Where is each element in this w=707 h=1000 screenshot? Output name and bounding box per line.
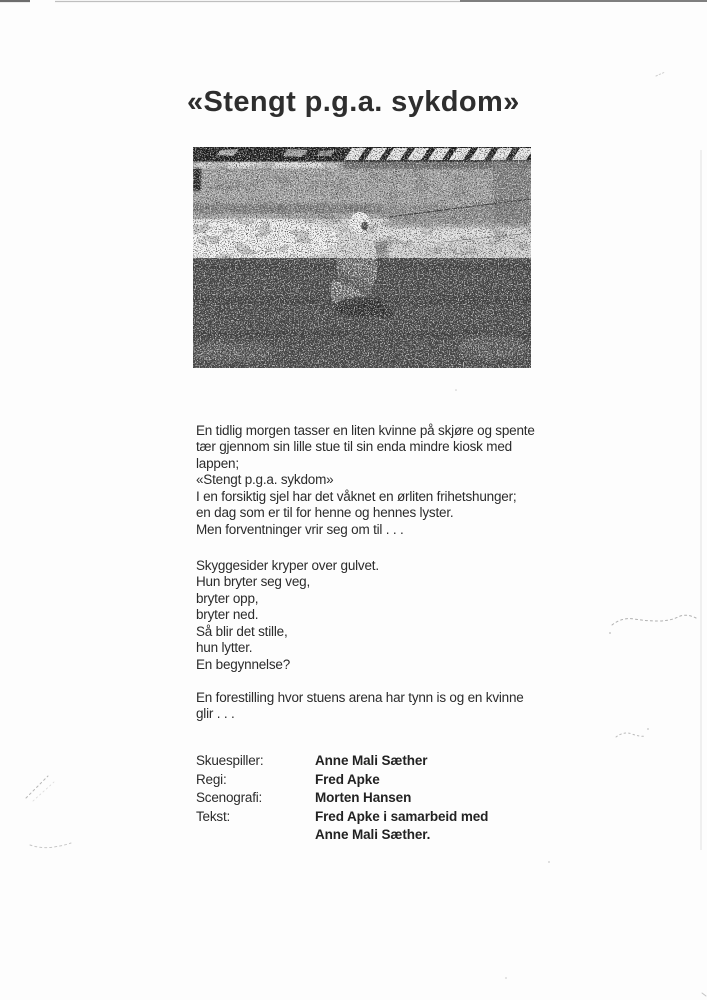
credit-label: Skuespiller:	[196, 753, 264, 768]
text-line: Skyggesider kryper over gulvet.	[196, 558, 379, 573]
credit-row	[196, 752, 488, 771]
scan-top-edge-line	[0, 1, 707, 2]
text-line: I en forsiktig sjel har det våknet en ørliten frihetshunger;	[196, 488, 517, 504]
credit-label	[196, 826, 315, 845]
text-line: En forestilling hvor stuens arena har tynn is og en kvinne	[196, 690, 524, 705]
text-line: En begynnelse?	[196, 656, 291, 672]
poem-paragraph	[196, 558, 379, 673]
credit-value: Anne Mali Sæther	[315, 753, 428, 768]
credit-row	[196, 826, 488, 845]
text-line: Men forventninger vrir seg om til . . .	[196, 521, 404, 537]
text-line: hun lytter.	[196, 640, 253, 656]
credit-row	[196, 789, 488, 808]
intro-paragraph	[196, 423, 535, 538]
page-title: «Stengt p.g.a. sykdom»	[187, 86, 520, 118]
text-line: en dag som er til for henne og hennes lyster.	[196, 505, 454, 521]
text-line: bryter ned.	[196, 607, 259, 623]
credit-value: Anne Mali Sæther.	[315, 827, 431, 843]
text-line: En tidlig morgen tasser en liten kvinne på skjøre og spente	[196, 423, 535, 438]
performance-photo	[193, 147, 531, 368]
credit-label: Tekst:	[196, 808, 231, 824]
credit-row	[196, 771, 488, 790]
credit-value: Morten Hansen	[315, 790, 412, 806]
text-line: tær gjennom sin lille stue til sin enda mindre kiosk med	[196, 439, 512, 455]
credit-value: Fred Apke i samarbeid med	[315, 808, 489, 824]
text-line: bryter opp,	[196, 590, 259, 606]
text-line: glir . . .	[196, 706, 235, 722]
text-line: lappen;	[196, 455, 239, 471]
credit-row	[196, 808, 488, 827]
credit-value: Fred Apke	[315, 771, 380, 787]
text-line: Hun bryter seg veg,	[196, 574, 311, 590]
closing-paragraph	[196, 690, 524, 723]
credits-list	[196, 752, 488, 845]
credit-label: Scenografi:	[196, 790, 263, 806]
text-line: «Stengt p.g.a. sykdom»	[196, 472, 334, 488]
credit-label: Regi:	[196, 771, 227, 787]
photo-illustration	[193, 147, 531, 368]
text-line: Så blir det stille,	[196, 623, 288, 639]
